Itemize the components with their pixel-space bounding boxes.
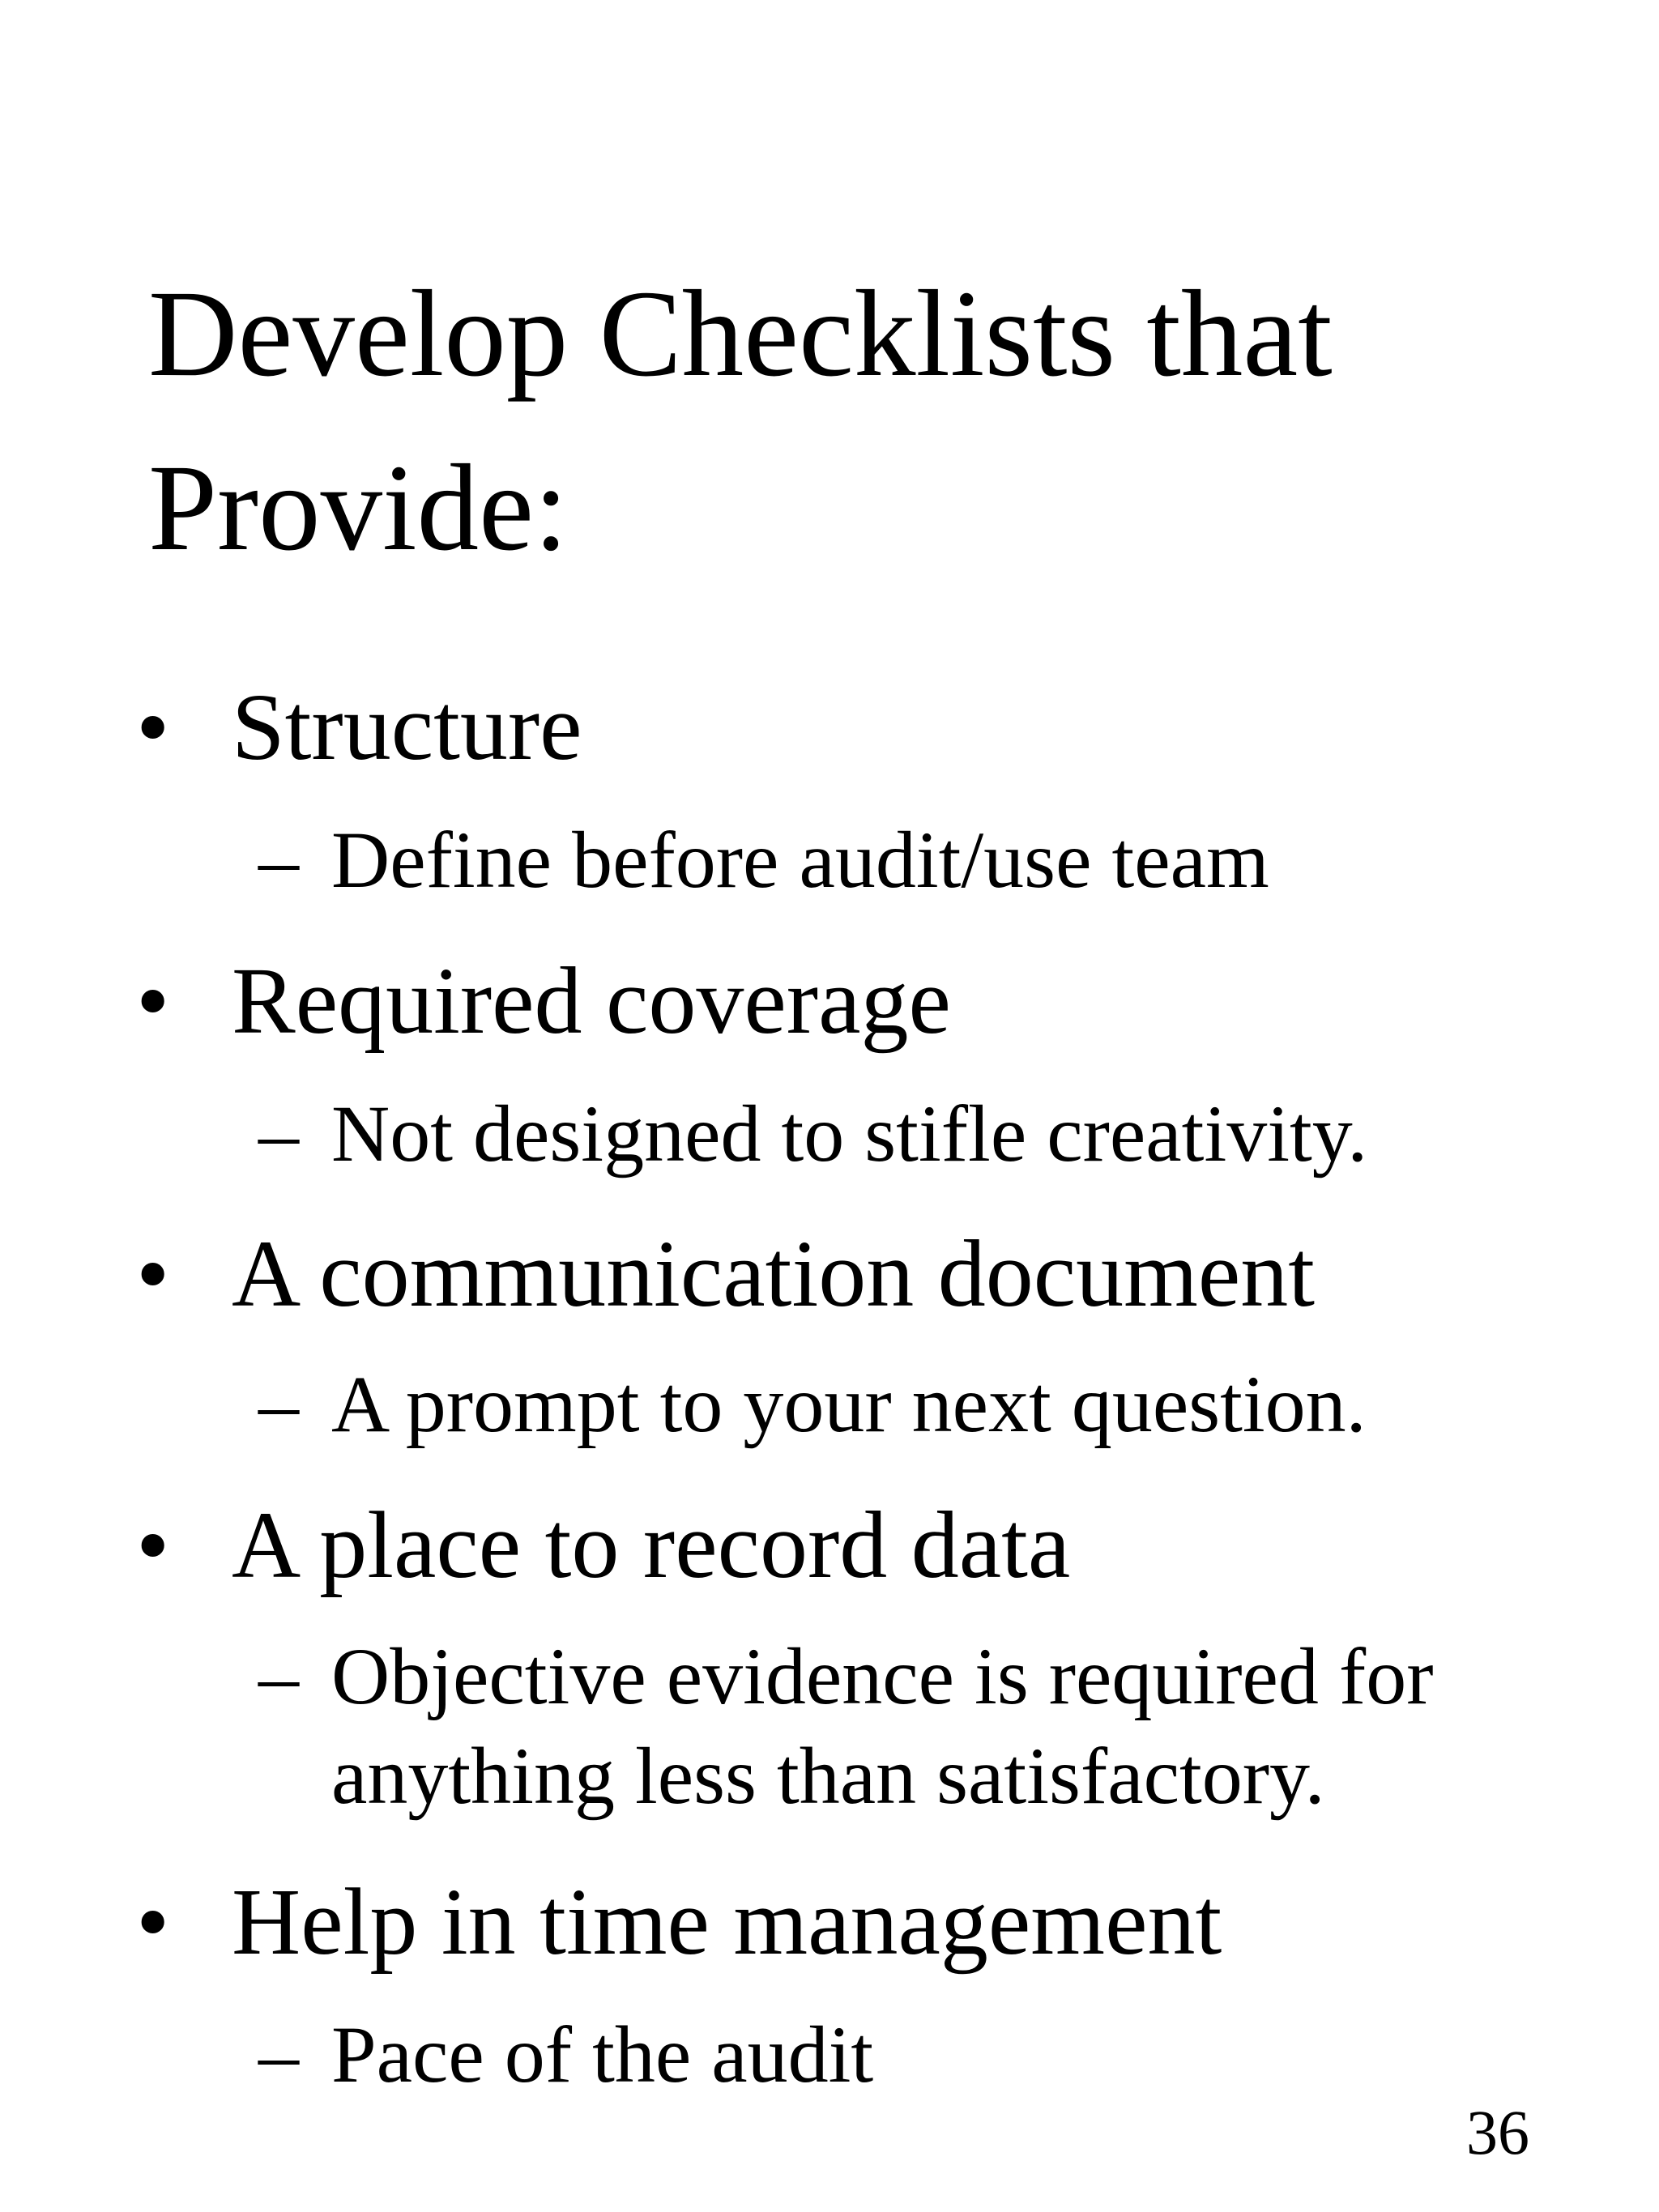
page-number: 36 (1466, 2097, 1529, 2167)
sub-marker: – (258, 1631, 299, 1721)
sub-text: Not designed to stifle creativity. (331, 1089, 1368, 1178)
slide-title-line-2: Provide: (148, 440, 569, 577)
bullet-text: A place to record data (232, 1492, 1071, 1598)
bullet-item-time-management (136, 1867, 1222, 1977)
slide-title (148, 247, 1590, 595)
sub-item-required-coverage (258, 1084, 1367, 1183)
sub-item-communication-document (258, 1354, 1367, 1454)
sub-text-line-1: Objective evidence is required for (331, 1631, 1434, 1721)
sub-text: Pace of the audit (331, 2010, 874, 2099)
sub-marker: – (258, 1089, 299, 1178)
bullet-item-communication-document (136, 1219, 1315, 1329)
sub-text: Define before audit/use team (331, 815, 1269, 905)
sub-marker: – (258, 815, 299, 905)
bullet-item-record-data (136, 1490, 1070, 1600)
bullet-marker: • (136, 1492, 170, 1598)
sub-item-record-data (258, 1626, 1434, 1826)
slide-title-line-1: Develop Checklists that (148, 266, 1333, 403)
sub-item-structure (258, 810, 1269, 910)
bullet-item-required-coverage (136, 946, 951, 1056)
sub-marker: – (258, 1359, 299, 1449)
bullet-marker: • (136, 1221, 170, 1327)
bullet-marker: • (136, 674, 170, 780)
bullet-text: Required coverage (232, 948, 951, 1054)
bullet-text: A communication document (232, 1221, 1316, 1327)
bullet-text: Structure (232, 674, 582, 780)
bullet-marker: • (136, 1869, 170, 1975)
sub-text-line-2: anything less than satisfactory. (331, 1731, 1325, 1821)
sub-text: A prompt to your next question. (331, 1359, 1367, 1449)
sub-marker: – (258, 2010, 299, 2099)
bullet-marker: • (136, 948, 170, 1054)
bullet-text: Help in time management (232, 1869, 1222, 1975)
sub-item-time-management (258, 2005, 873, 2104)
bullet-item-structure (136, 672, 582, 782)
